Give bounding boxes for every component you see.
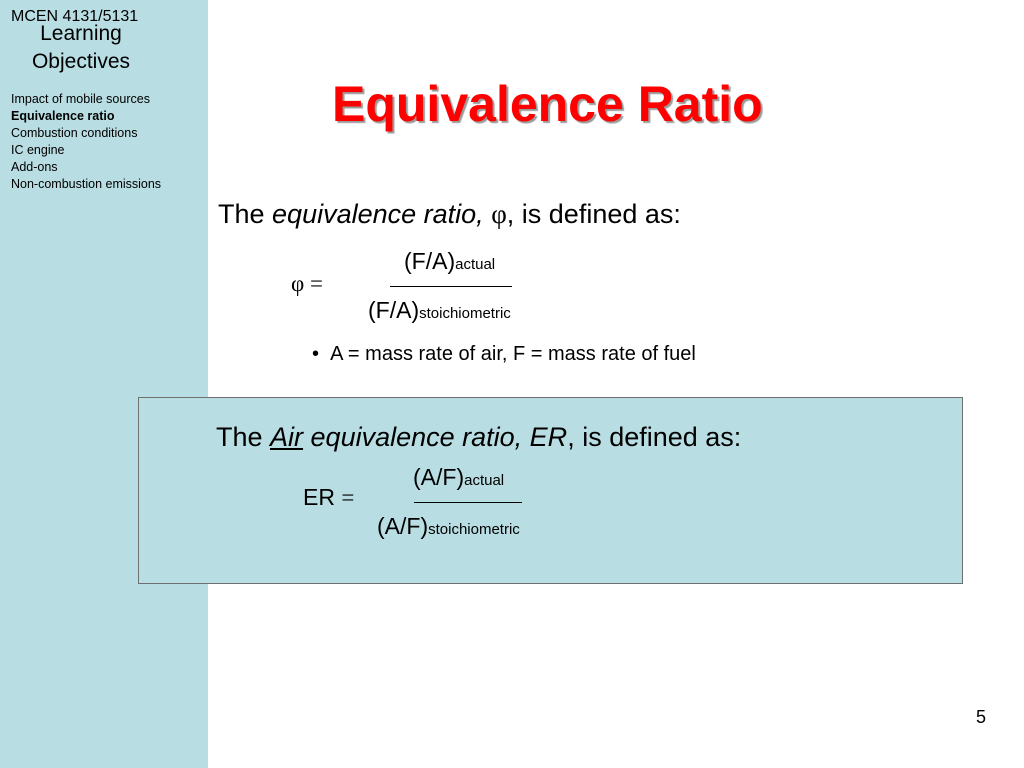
definition-term: equivalence ratio, — [272, 199, 484, 229]
definition-prefix: The — [218, 199, 273, 229]
air-equivalence-ratio-definition — [216, 421, 741, 453]
page-number: 5 — [976, 707, 987, 727]
objective-combustion-conditions[interactable]: Combustion conditions — [11, 126, 138, 140]
formula1-numerator — [404, 248, 495, 278]
sidebar — [0, 0, 208, 768]
formula1-denominator — [368, 297, 511, 327]
formula1-fraction-bar — [390, 286, 512, 287]
objective-impact-of-mobile-sources[interactable]: Impact of mobile sources — [11, 92, 150, 106]
formula1-lhs: φ = — [291, 271, 323, 296]
bullet-text: A = mass rate of air, F = mass rate of fuel — [330, 343, 696, 365]
formula2-denominator — [377, 513, 520, 543]
phi-symbol: φ — [491, 199, 507, 229]
formula2-equals: = — [341, 485, 355, 510]
learning-objectives-heading: Learning Objectives — [31, 22, 131, 73]
objectives-list — [11, 91, 161, 193]
objective-add-ons[interactable]: Add-ons — [11, 160, 58, 174]
definition2-air-term: Air — [270, 422, 304, 452]
formula2-lhs-text: ER — [303, 484, 335, 510]
formula1-numerator-subscript: actual — [455, 256, 496, 273]
definition2-prefix: The — [216, 422, 271, 452]
formula1-denominator-text: (F/A) — [368, 297, 420, 323]
slide-title: Equivalence Ratio — [332, 76, 763, 132]
formula2-numerator-subscript: actual — [464, 472, 505, 489]
formula1-numerator-text: (F/A) — [404, 248, 456, 274]
definition2-suffix: , is defined as: — [567, 422, 742, 452]
bullet-marker: • — [312, 343, 320, 365]
course-code: MCEN 4131/5131 — [11, 8, 139, 25]
objective-non-combustion-emissions[interactable]: Non-combustion emissions — [11, 177, 162, 191]
formula2-denominator-text: (A/F) — [377, 513, 429, 539]
formula2-lhs — [303, 484, 354, 511]
formula1-denominator-subscript: stoichiometric — [419, 305, 511, 322]
formula2-fraction-bar — [414, 502, 522, 503]
formula2-numerator — [413, 464, 504, 494]
equivalence-ratio-definition — [218, 198, 681, 230]
formula2-numerator-text: (A/F) — [413, 464, 465, 490]
definition-suffix: , is defined as: — [506, 199, 681, 229]
objective-ic-engine[interactable]: IC engine — [11, 143, 65, 157]
bullet-mass-rates — [312, 340, 696, 368]
objective-equivalence-ratio[interactable]: Equivalence ratio — [11, 109, 115, 123]
formula2-denominator-subscript: stoichiometric — [428, 521, 520, 538]
definition2-term: equivalence ratio, ER — [303, 422, 568, 452]
